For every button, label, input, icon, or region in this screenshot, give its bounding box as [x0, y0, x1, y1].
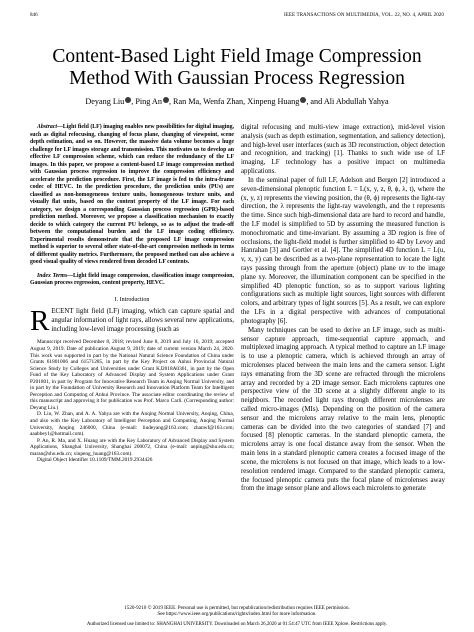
- index-terms-text: Light field image compression, classification image compression, Gaussian process regression, content property, HEVC.: [30, 272, 234, 286]
- authorized-use-notice: Authorized licensed use limited to: SHANGHAI UNIVERSITY. Downloaded on March 26,2020 at 01:54:47 UTC from IEEE Xplore. Restrictions apply.: [86, 622, 388, 627]
- left-column: [30, 124, 234, 464]
- abstract-text: Light field (LF) imaging enables new possibilities for digital imaging, such as digital refocusing, changing of focus plane, changing of viewpoint, scene depth estimation, and so on. However, the massive data volume becomes a huge challenge for LF images storage and transmission. This motivates us to develop an effective LF compression scheme, which can reduce the redundancy of the LF images. In this paper, we propose a content-based LF image compression method with Gaussian process regression to improve the compression efficiency and accelerate the prediction procedure. First, the LF image is fed to the intra-frame codec of HEVC. In the prediction procedure, the prediction units (PUs) are classified as non-homogeneous texture units, homogeneous texture units, and visually flat units, based on the content property of the LF image. For each category, we design a corresponding Gaussian process regression (GPR)-based prediction method. Moreover, we propose a classification mechanism to exactly decide to which category the current PU belongs, so as to adjust the trade-off between the computational burden and the LF image coding efficiency. Experimental results demonstrate that the proposed LF image compression method is superior to several other state-of-the-art compression methods in terms of different quality metrics. Furthermore, the proposed method can also achieve a good visual quality of views rendered from decoded LF contents.: [30, 124, 234, 265]
- author-2: , Ping An: [131, 97, 162, 106]
- author-4: , and Ali Abdullah Yahya: [306, 97, 389, 106]
- journal-header: IEEE TRANSACTIONS ON MULTIMEDIA, VOL. 22, NO. 4, APRIL 2020: [283, 12, 444, 18]
- footnote-doi[interactable]: Digital Object Identifier 10.1109/TMM.2019.2934426: [37, 457, 153, 464]
- footnote-affiliation-2: P. An, R. Ma, and X. Huang are with the Key Laboratory of Advanced Display and System Applications, Shanghai University, Shanghai 200072, China (e-mail: anping@shu.edu.cn; maran@shu.edu.cn; xinpeng_huang@163.com).: [30, 437, 234, 457]
- right-column: [241, 124, 445, 494]
- abstract: [30, 124, 234, 267]
- body-paragraph-2: In the seminal paper of full LF, Adelson and Bergen [2] introduced a seven-dimensional plenoptic function L = L(x, y, z, θ, ϕ, λ, t), where the (x, y, z) represents the viewing position, the (θ, ϕ) represents the light-ray direction, the λ represents the light-ray wavelength, and the t represents the time. Since such high-dimensional data are hard to record and handle, the LF model is simplified to 5D by assuming the measured function is monochromatic and time-invariant. By assuming a 3D region is free of occlusions, the light-field model is further simplified to 4D by Levoy and Hanrahan [3] and Gortler et al. [4]. The simplified 4D function L = L(u, v, x, y) can be described as a two-plane representation to locate the light rays passing through from the aperture (object) plane uv to the image plane xy. Moreover, the illumination component can be specified in the simplified 4D plenoptic function, so as to support various lighting configurations such as multiple light sources, light sources with different colors, and arbitrary types of light sources [5]. As a result, we can explore the LFs in a digital perspective with advances of computational photography [6].: [241, 176, 445, 325]
- index-terms-label: Index Terms—: [37, 272, 73, 279]
- footnote-manuscript: Manuscript received December 8, 2018; revised June 8, 2019 and July 16, 2019; accepted August 9, 2019. Date of publication August 9, 2019; date of current version March 24, 2020. This work was supported in part by the National Natural Science Foundation of China under Grants 61801006 and 61571285, in part by the Key Project on Anhui Provincial Natural Science Study by Colleges and Universities under Grant KJ2018A0361, in part by the Open Fund of the Key Laboratory of Advanced Display and System Applications under Grant P201801, in part by Program for Innovative Research Team in Anqing Normal University, and in part by the Foundation of University Research and Innovation Platform Team for Intelligent Perception and Computing of Anhui Province. The associate editor coordinating the review of this manuscript and approving it for publication was Prof. Marco Carli. (Corresponding author: Deyang Liu.): [30, 339, 234, 411]
- body-paragraph-3: Many techniques can be used to derive an LF image, such as multi-sensor capture approach, time-sequential capture approach, and multiplexed imaging approach. A typical method to capture an LF image is to use a plenoptic camera, which is achieved through an array of microlenses placed between the main lens and the camera sensor. Light rays emanating from the 3D scene are refracted through the microlens array and recorded by a 2D image sensor. Each microlens captures one perspective view of the 3D scene at a slightly different angle to its neighbors. The recorded light rays through different microlenses are called micro-images (MIs). Depending on the position of the camera sensor and the microlens array relative to the main lens, plenoptic cameras can be divided into the two categories of standard [7] and focused [8] plenoptic cameras. In the standard plenoptic camera, the microlens array is one focal distance away from the sensor. When the main lens in a standard plenoptic camera creates a focused image of the scene, the microlens is not focused on that image, which leads to a low-resolution rendered image. Compared to the standard plenoptic camera, the focused plenoptic camera puts the focal plane of microlenses away from the image sensor plane and allows each microlens to generate: [241, 326, 445, 493]
- page-number: 846: [30, 12, 38, 18]
- author-3: , Ran Ma, Wenfa Zhan, Xinpeng Huang: [168, 97, 300, 106]
- footnotes: [30, 339, 234, 463]
- abstract-label: Abstract—: [37, 124, 63, 130]
- intro-paragraph: [30, 305, 234, 338]
- title-line-1: Content-Based Light Field Image Compression: [52, 46, 422, 67]
- footnote-affiliation-1: D. Liu, W. Zhan, and A. A. Yahya are with the Anqing Normal University, Anqing, China, and also with the Key Laboratory of Intelligent Perception and Computing, Anqing Normal University, Anqing 246000, China (e-mail: liudeyang@163.com; zhanwf@163.com; aaabbey1@hotmail.com).: [30, 411, 234, 438]
- drop-cap: R: [30, 305, 50, 338]
- intro-text: ECENT light field (LF) imaging, which can capture spatial and angular information of light rays, allows several new applications, including low-level image processing (such as: [51, 308, 234, 333]
- title-line-2: Method With Gaussian Process Regression: [69, 68, 405, 89]
- body-paragraph-1: digital refocusing and multi-view image extraction), mid-level vision analysis (such as depth estimation, segmentation, and saliency detection), and high-level user interfaces (such as 3D reconstruction, object detection and recognition, and tracking) [1]. Thanks to such wide use of LF imaging, LF technology has a positive impact on multimedia applications.: [241, 124, 445, 176]
- author-1: Deyang Liu: [85, 97, 125, 106]
- author-list: [20, 97, 454, 106]
- rights-link[interactable]: See https://www.ieee.org/publications/rights/index.html for more information.: [157, 611, 317, 617]
- copyright-line: 1520-9210 © 2019 IEEE. Personal use is permitted, but republication/redistribution requires IEEE permission.: [124, 605, 350, 611]
- section-heading: I. Introduction: [114, 296, 150, 303]
- paper-title: [20, 46, 454, 90]
- index-terms: [30, 273, 234, 288]
